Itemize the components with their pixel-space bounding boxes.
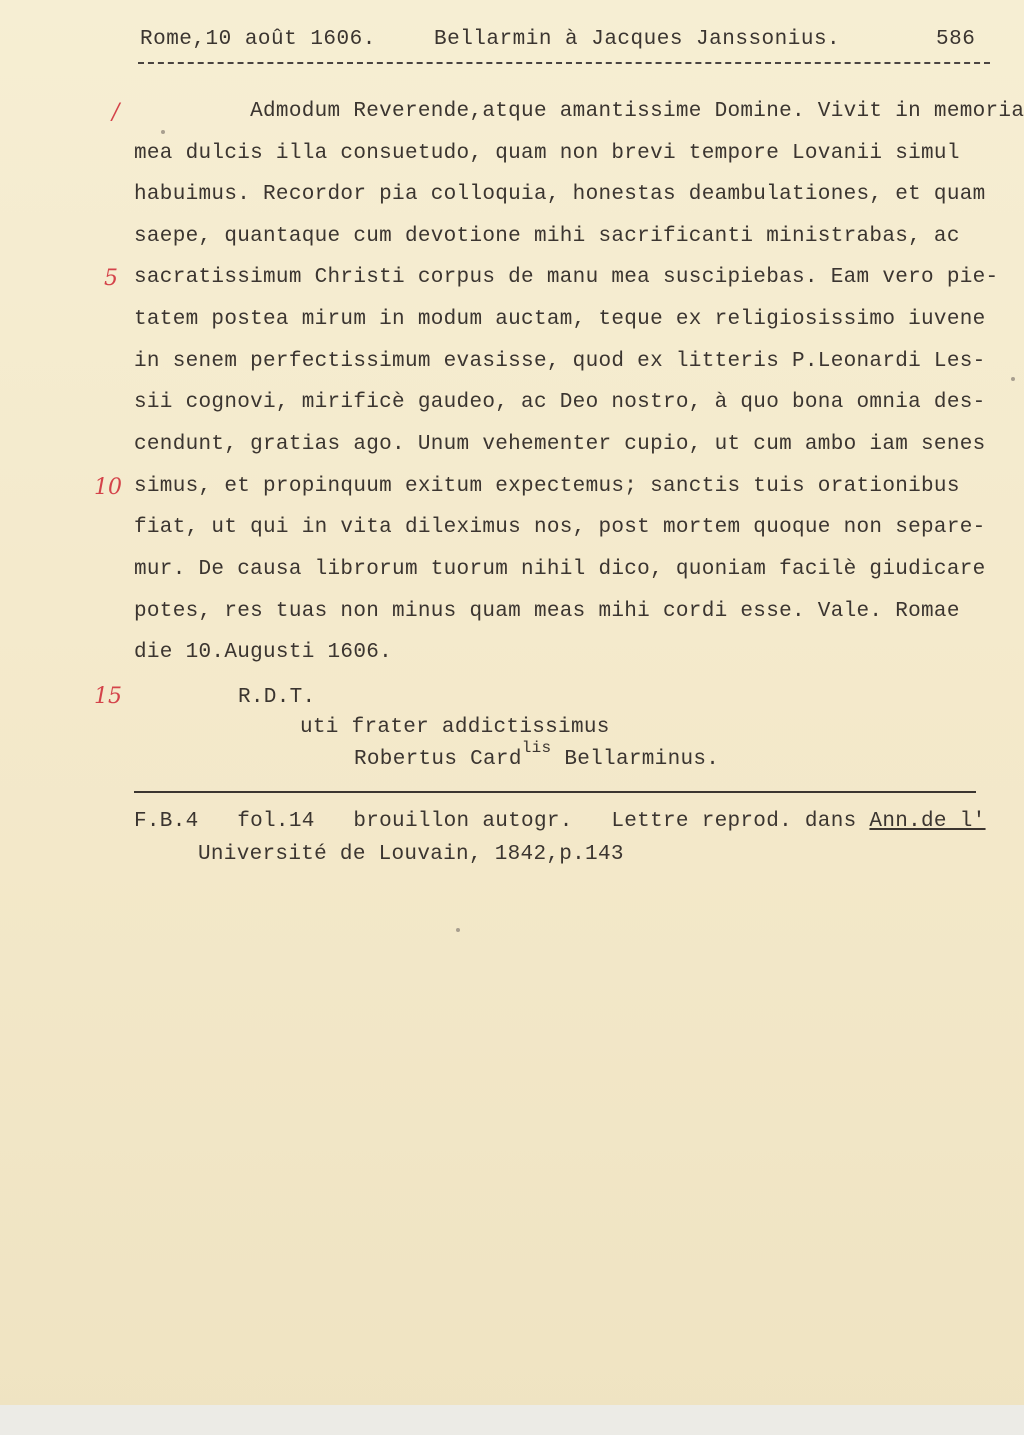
letter-line: potes, res tuas non minus quam meas mihi cordi esse. Vale. Romae (134, 600, 960, 623)
margin-line-number-10: 10 (94, 475, 122, 500)
closing-salutation: R.D.T. (238, 686, 316, 709)
letter-line: habuimus. Recordor pia colloquia, honestas deambulationes, et quam (134, 183, 986, 206)
header-title: Bellarmin à Jacques Janssonius. (434, 28, 841, 51)
signature-name-part2: Bellarminus. (551, 748, 720, 771)
letter-line: mea dulcis illa consuetudo, quam non brevi tempore Lovanii simul (134, 142, 960, 165)
signature-superscript: lis (521, 739, 552, 757)
letter-line: tatem postea mirum in modum auctam, teque ex religiosissimo iuvene (134, 308, 986, 331)
letter-line: in senem perfectissimum evasisse, quod ex litteris P.Leonardi Les- (134, 350, 986, 373)
letter-line: simus, et propinquum exitum expectemus; sanctis tuis orationibus (134, 475, 960, 498)
scan-bottom-edge (0, 1405, 1024, 1435)
footnote-source (134, 810, 986, 833)
paper-speck (456, 928, 460, 932)
signature-name-part1: Robertus Card (354, 748, 522, 771)
letter-line: Admodum Reverende,atque amantissime Domine. Vivit in memoria (134, 100, 1024, 123)
margin-line-number-15: 15 (94, 684, 122, 709)
letter-line: sacratissimum Christi corpus de manu mea suscipiebas. Eam vero pie- (134, 266, 999, 289)
margin-line-marker: / (112, 100, 120, 125)
header-dashed-rule (138, 62, 990, 64)
closing-phrase: uti frater addictissimus (300, 716, 610, 739)
header-place-date: Rome,10 août 1606. (140, 28, 376, 51)
letter-line: fiat, ut qui in vita dileximus nos, post mortem quoque non separe- (134, 516, 986, 539)
paper-speck (161, 130, 165, 134)
letter-line: cendunt, gratias ago. Unum vehementer cupio, ut cum ambo iam senes (134, 433, 986, 456)
footnote-source-text: F.B.4 fol.14 brouillon autogr. Lettre reprod. dans (134, 810, 870, 833)
footnote-second-line: Université de Louvain, 1842,p.143 (198, 843, 624, 866)
signature (354, 739, 720, 771)
margin-line-number-5: 5 (104, 266, 118, 291)
letter-line: mur. De causa librorum tuorum nihil dico, quoniam facilè giudicare (134, 558, 986, 581)
letter-line: die 10.Augusti 1606. (134, 641, 393, 664)
letter-line: sii cognovi, mirificè gaudeo, ac Deo nostro, à quo bona omnia des- (134, 391, 986, 414)
paper-speck (1011, 377, 1015, 381)
footnote-rule (134, 791, 976, 793)
page-number: 586 (936, 28, 976, 51)
letter-line: saepe, quantaque cum devotione mihi sacrificanti ministrabas, ac (134, 225, 960, 248)
footnote-journal: Ann.de l' (869, 810, 986, 833)
